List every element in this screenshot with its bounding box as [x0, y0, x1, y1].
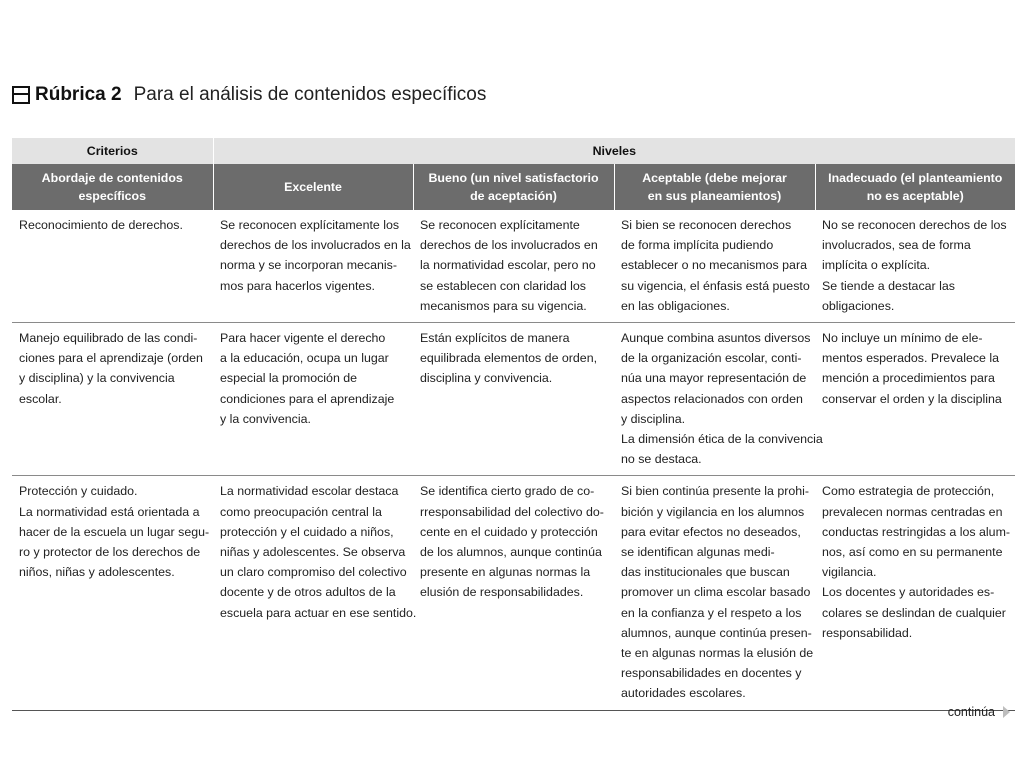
bueno-cell [413, 210, 614, 323]
cell-text-line: implícita o explícita. [822, 258, 931, 273]
cell-text-line: núa una mayor representación de [621, 371, 807, 386]
cell-text-line: presente en algunas normas la [420, 565, 591, 580]
cell-text-line: y la convivencia. [220, 411, 311, 426]
cell-text-line: escuela para actuar en ese sentido. [220, 605, 417, 620]
cell-text-line: escolar. [19, 391, 62, 406]
cell-text-line: mentos esperados. Prevalece la [822, 351, 1000, 366]
cell-text-line: Si bien continúa presente la prohi- [621, 484, 810, 499]
criterion-cell [12, 210, 213, 323]
rubric-title-text: Para el análisis de contenidos específicos [133, 84, 487, 105]
excelente-cell [213, 210, 413, 323]
aceptable-cell [614, 476, 815, 710]
cell-text-line: bición y vigilancia en los alumnos [621, 504, 805, 519]
cell-text-line: y disciplina. [621, 411, 686, 426]
arrow-right-icon [1003, 706, 1010, 718]
cell-text-line: colares se deslindan de cualquier [822, 605, 1006, 620]
cell-text-line: das institucionales que buscan [621, 565, 790, 580]
cell-text-line: se establecen con claridad los [420, 278, 586, 293]
cell-text-line: responsabilidad. [822, 625, 913, 640]
cell-text-line: disciplina y convivencia. [420, 371, 553, 386]
cell-text-line: conductas restringidas a los alum- [822, 524, 1011, 539]
cell-text-line: de los alumnos, aunque continúa [420, 545, 602, 560]
cell-text-line: un claro compromiso del colectivo [220, 565, 407, 580]
inadecuado-cell [815, 323, 1015, 476]
cell-text-line: Los docentes y autoridades es- [822, 585, 995, 600]
cell-text-line: La normatividad está orientada a [19, 504, 200, 519]
header-row-top [12, 138, 1015, 164]
cell-text-line: niñas y adolescentes. Se observa [220, 545, 406, 560]
table-row [12, 210, 1015, 323]
cell-text-line: Manejo equilibrado de las condi- [19, 331, 198, 346]
cell-text-line: vigilancia. [822, 565, 877, 580]
cell-text-line: Se identifica cierto grado de co- [420, 484, 595, 499]
cell-text-line: de forma implícita pudiendo [621, 238, 774, 253]
criterion-cell [12, 476, 213, 710]
cell-text-line: norma y se incorporan mecanis- [220, 258, 397, 273]
rubric-table [12, 138, 1015, 711]
cell-text-line: a la educación, ocupa un lugar [220, 351, 389, 366]
cell-text-line: obligaciones. [822, 298, 895, 313]
cell-text-line: y disciplina) y la convivencia [19, 371, 175, 386]
cell-text-line: Para hacer vigente el derecho [220, 331, 386, 346]
cell-text-line: La normatividad escolar destaca [220, 484, 399, 499]
cell-text-line: protección y el cuidado a niños, [220, 524, 394, 539]
cell-text-line: alumnos, aunque continúa presen- [621, 625, 812, 640]
criterios-header: Criterios [12, 138, 213, 164]
cell-text-line: cente en el cuidado y protección [420, 524, 598, 539]
cell-text-line: rresponsabilidad del colectivo do- [420, 504, 604, 519]
cell-text-line: niños, niñas y adolescentes. [19, 565, 175, 580]
cell-text-line: mención a procedimientos para [822, 371, 995, 386]
rubric-title [12, 82, 486, 108]
cell-text-line: elusión de responsabilidades. [420, 585, 584, 600]
cell-text-line: Se reconocen explícitamente [420, 218, 580, 232]
cell-text-line: equilibrada elementos de orden, [420, 351, 598, 366]
continua-indicator [948, 705, 1010, 719]
cell-text-line: te en algunas normas la elusión de [621, 646, 814, 661]
rubric-title-label: Rúbrica 2 [35, 84, 122, 105]
table-row [12, 476, 1015, 710]
inadecuado-cell [815, 476, 1015, 710]
cell-text-line: mecanismos para su vigencia. [420, 298, 587, 313]
cell-text-line: especial la promoción de [220, 371, 358, 386]
niveles-header: Niveles [213, 138, 1015, 164]
continua-label: continúa [947, 705, 995, 719]
cell-text-line: autoridades escolares. [621, 686, 746, 701]
column-header-inadecuado: Inadecuado (el planteamiento no es aceptable) [815, 164, 1015, 210]
cell-text-line: como preocupación central la [220, 504, 382, 519]
cell-text-line: conservar el orden y la disciplina [822, 391, 1002, 406]
cell-text-line: La dimensión ética de la convivencia [621, 432, 823, 447]
cell-text-line: ro y protector de los derechos de [19, 545, 201, 560]
cell-text-line: derechos de los involucrados en [420, 238, 598, 253]
column-header-aceptable: Aceptable (debe mejorar en sus planeamientos) [614, 164, 815, 210]
cell-text-line: se identifican algunas medi- [621, 545, 775, 560]
section-box-icon [12, 86, 30, 104]
column-header-excelente: Excelente [213, 164, 413, 210]
cell-text-line: la normatividad escolar, pero no [420, 258, 596, 273]
cell-text-line: docente y de otros adultos de la [220, 585, 396, 600]
cell-text-line: No se reconocen derechos de los [822, 218, 1007, 232]
cell-text-line: responsabilidades en docentes y [621, 666, 802, 681]
cell-text-line: nos, así como en su permanente [822, 545, 1003, 560]
excelente-cell [213, 323, 413, 476]
cell-text-line: prevalecen normas centradas en [822, 504, 1003, 519]
cell-text-line: Si bien se reconocen derechos [621, 218, 792, 232]
cell-text-line: no se destaca. [621, 452, 702, 467]
cell-text-line: Están explícitos de manera [420, 331, 570, 346]
inadecuado-cell [815, 210, 1015, 323]
column-header-bueno: Bueno (un nivel satisfactorio de aceptación) [413, 164, 614, 210]
bueno-cell [413, 476, 614, 710]
cell-text-line: Se reconocen explícitamente los [220, 218, 400, 232]
cell-text-line: aspectos relacionados con orden [621, 391, 803, 406]
aceptable-cell [614, 210, 815, 323]
cell-text-line: Como estrategia de protección, [822, 484, 995, 499]
cell-text-line: mos para hacerlos vigentes. [220, 278, 375, 293]
table-row [12, 323, 1015, 476]
cell-text-line: condiciones para el aprendizaje [220, 391, 395, 406]
criterion-cell [12, 323, 213, 476]
cell-text-line: No incluye un mínimo de ele- [822, 331, 983, 346]
header-row-columns [12, 164, 1015, 210]
cell-text-line: en la confianza y el respeto a los [621, 605, 802, 620]
cell-text-line: Se tiende a destacar las [822, 278, 955, 293]
cell-text-line: establecer o no mecanismos para [621, 258, 807, 273]
aceptable-cell [614, 323, 823, 476]
cell-text-line: promover un clima escolar basado [621, 585, 811, 600]
cell-text-line: su vigencia, el énfasis está puesto [621, 278, 810, 293]
column-header-abordaje: Abordaje de contenidos específicos [12, 164, 213, 210]
excelente-cell [213, 476, 417, 710]
cell-text-line: derechos de los involucrados en la [220, 238, 411, 253]
cell-text-line: para evitar efectos no deseados, [621, 524, 801, 539]
cell-text-line: en las obligaciones. [621, 298, 730, 313]
cell-text-line: de la organización escolar, conti- [621, 351, 802, 366]
cell-text-line: Reconocimiento de derechos. [19, 218, 183, 232]
cell-text-line: ciones para el aprendizaje (orden [19, 351, 203, 366]
cell-text-line: Protección y cuidado. [19, 484, 138, 499]
cell-text-line: involucrados, sea de forma [822, 238, 971, 253]
bueno-cell [413, 323, 614, 476]
cell-text-line: hacer de la escuela un lugar segu- [19, 524, 210, 539]
cell-text-line: Aunque combina asuntos diversos [621, 331, 811, 346]
